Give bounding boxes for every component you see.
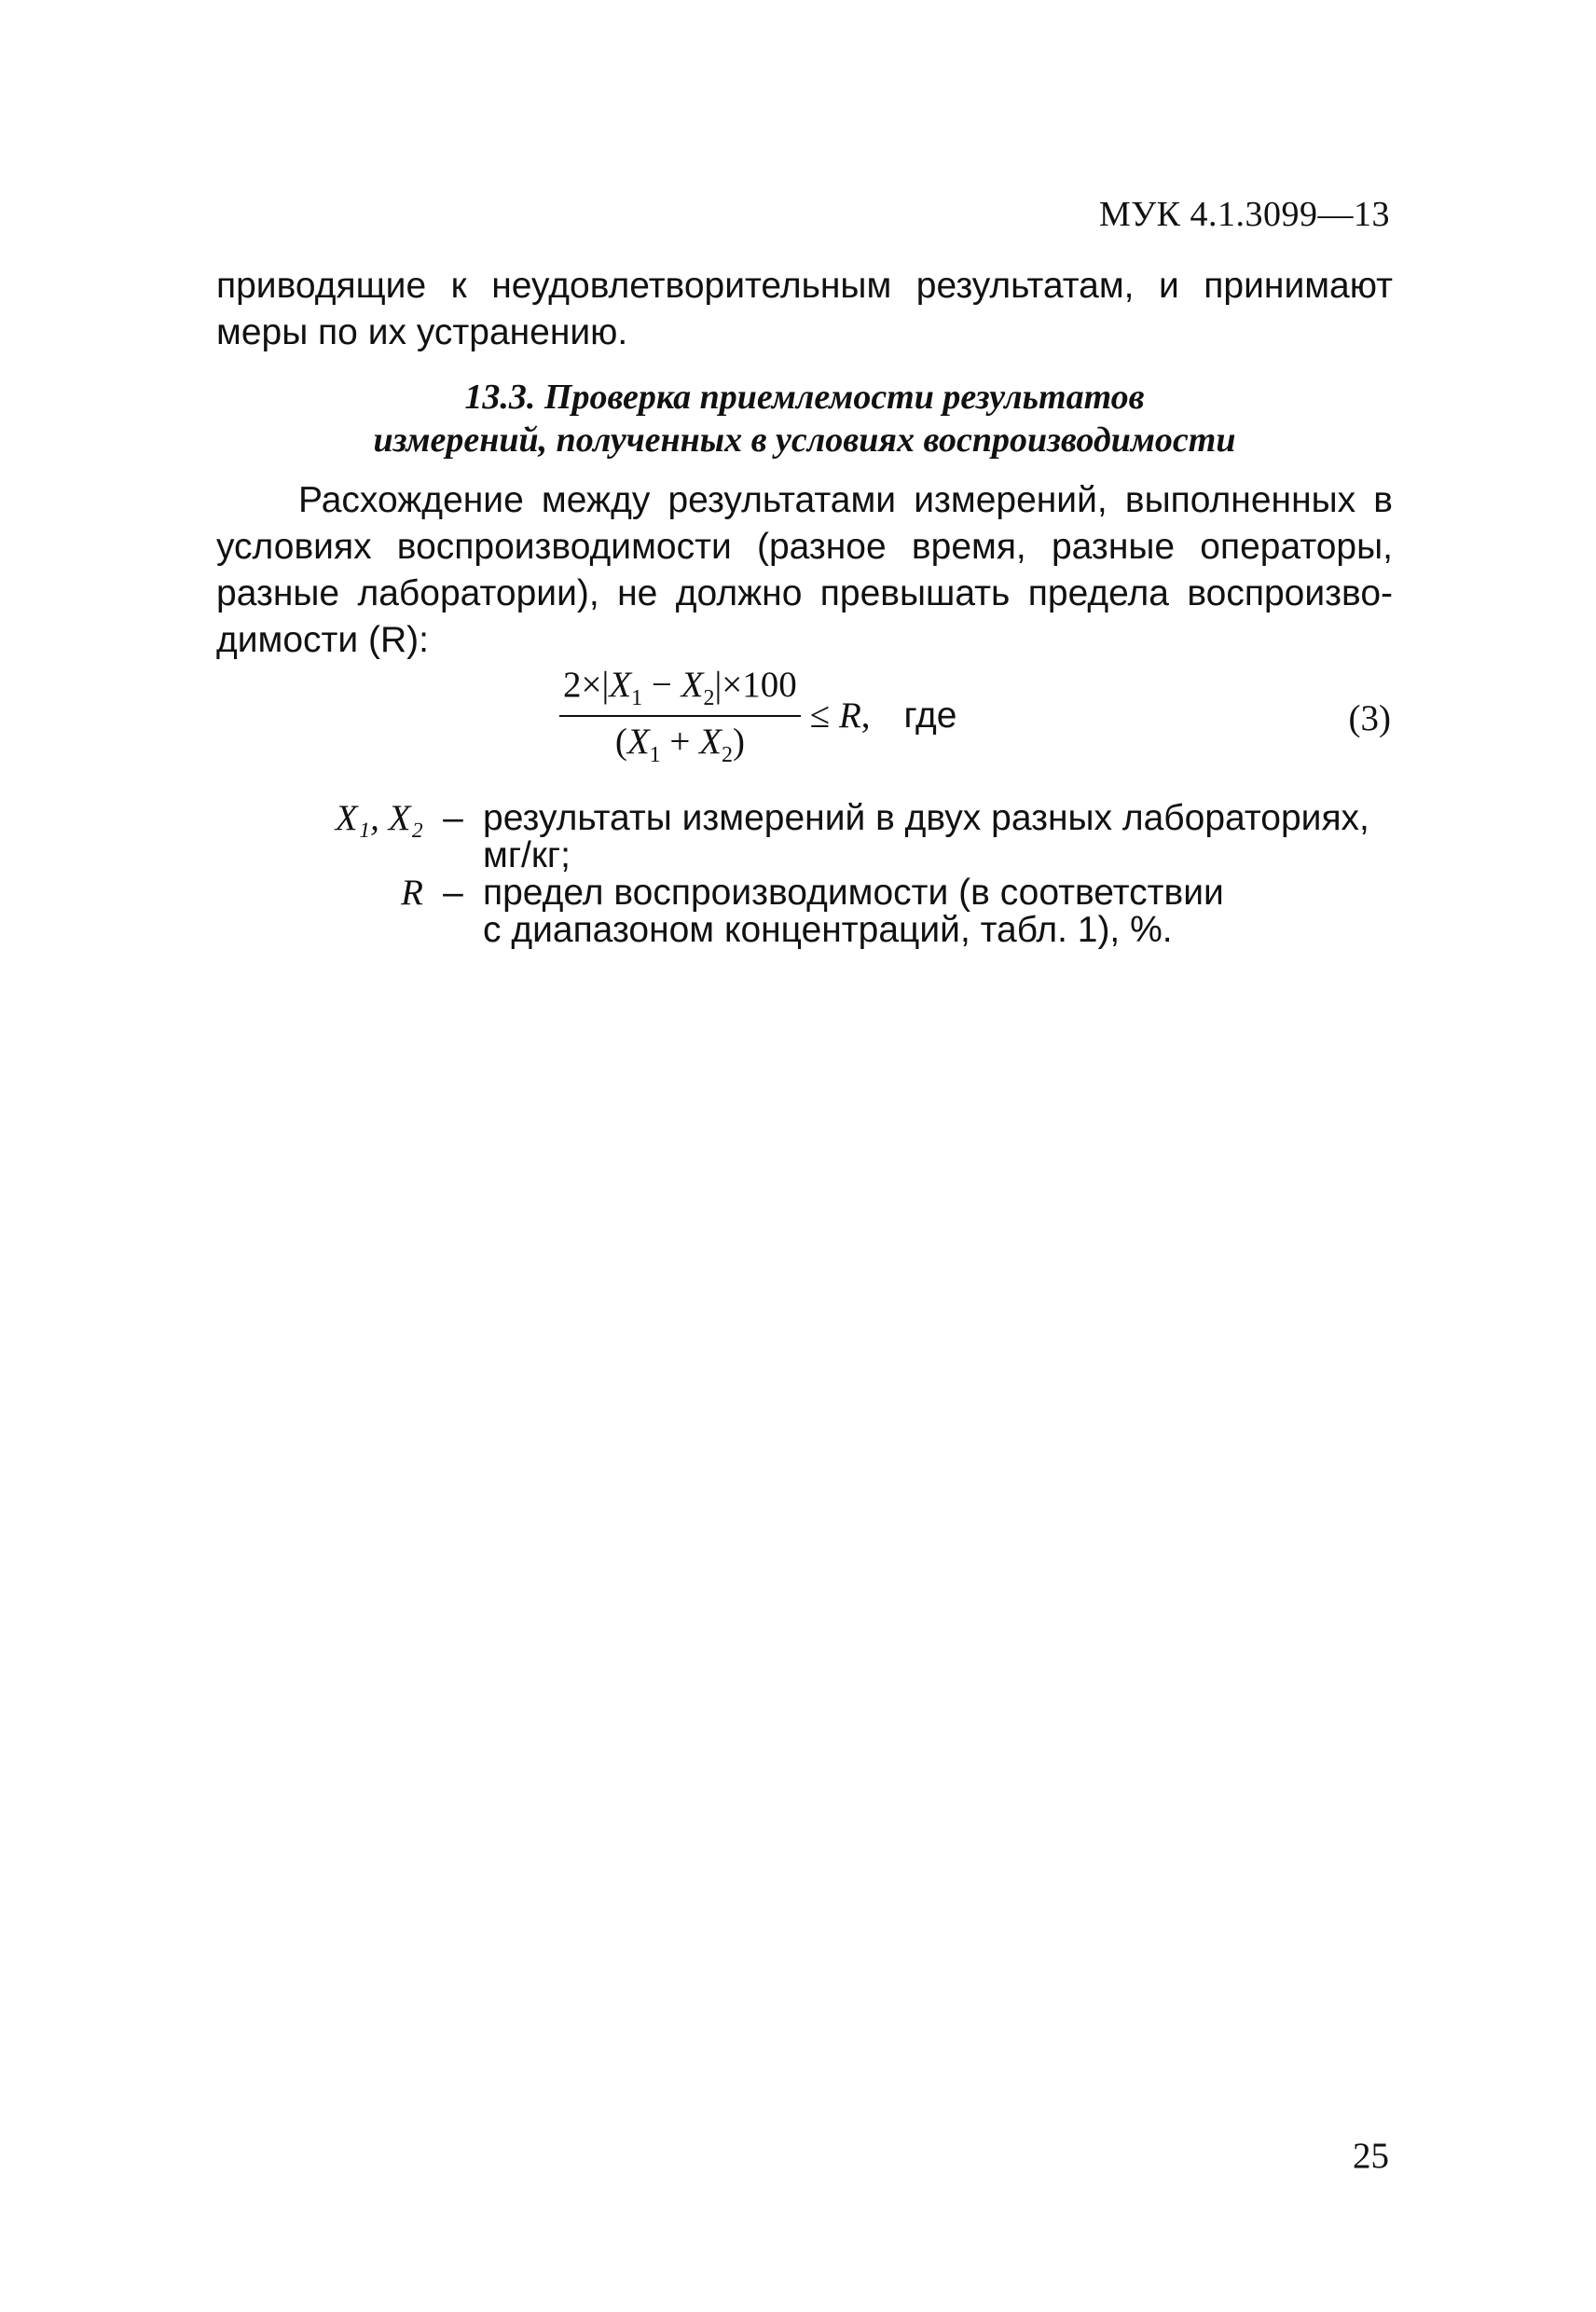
formula-numerator: $2\times|X_1 - X_2|\times 100$: [563, 665, 797, 710]
paragraph-line: димости (R):: [216, 620, 430, 660]
page-number: 25: [1353, 2136, 1389, 2176]
section-heading-line: 13.3. Проверка приемлемости результатов: [464, 378, 1145, 417]
body-paragraph: [216, 477, 1393, 664]
legend-row: [216, 800, 1393, 874]
paragraph-line: условиях воспроизводимости (разное время, разные операторы,: [216, 527, 1393, 567]
running-header: МУК 4.1.3099—13: [1098, 195, 1390, 234]
section-heading: [216, 376, 1393, 461]
fraction-bar: [559, 715, 801, 717]
formula-fraction: [559, 664, 801, 768]
section-heading-line: измерений, полученных в условиях воспроизводимости: [373, 420, 1236, 460]
paragraph-line: приводящие к неудовлетворительным результатам, и принимают: [216, 266, 1393, 306]
paragraph-line: Расхождение между результатами измерений, выполненных в: [298, 480, 1393, 520]
legend-term: X₁, X₂: [335, 798, 423, 838]
intro-paragraph: [216, 263, 1393, 356]
legend-dash: –: [443, 873, 463, 913]
paragraph-line: меры по их устранению.: [216, 312, 628, 352]
formula-where: где: [903, 695, 957, 736]
formula: [559, 664, 956, 768]
formula-denominator: $(X_1 + X_2)$: [614, 721, 745, 767]
paragraph-line: разные лаборатории), не должно превышать предела воспроизво-: [216, 573, 1393, 613]
legend-description: предел воспроизводимости (в соответствии с диапазоном концентраций, табл. 1), %.: [483, 873, 1224, 950]
legend-dash: –: [443, 798, 463, 838]
legend-description: результаты измерений в двух разных лабораториях, мг/кг;: [483, 798, 1369, 875]
formula-legend: [216, 800, 1393, 949]
legend-row: [216, 874, 1393, 949]
formula-relation: ≤ R,: [809, 695, 871, 736]
equation-number: (3): [1348, 698, 1391, 738]
legend-term: R: [401, 873, 423, 913]
